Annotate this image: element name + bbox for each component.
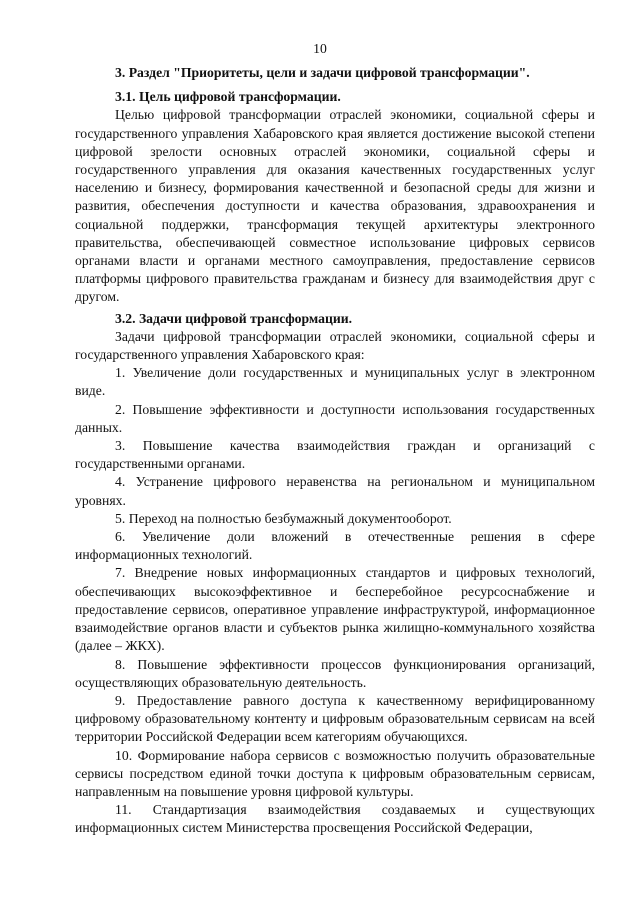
goal-paragraph: Целью цифровой трансформации отраслей экономики, социальной сферы и государственного управления Хабаровского края является достижение высокой степени цифровой зрелости основных отраслей экономики, социальной сферы и государственного управления для оказания качественных государственных услуг населению и бизнесу, формирования качественной и безопасной среды для жизни и развития, обеспечения доступности и качества образования, здравоохранения и социальной поддержки, трансформация текущей архитектуры электронного правительства, обеспечивающей совместное использование цифровых сервисов органами власти и органами местного самоуправления, предоставление сервисов платформы цифрового правительства гражданам и бизнесу для взаимодействия друг с другом.: [75, 107, 595, 305]
tasks-intro: Задачи цифровой трансформации отраслей экономики, социальной сферы и государственного управления Хабаровского края:: [75, 328, 595, 363]
tasks-heading: 3.2. Задачи цифровой трансформации.: [115, 310, 353, 326]
list-item: [75, 528, 595, 564]
list-item-text: Увеличение доли государственных и муниципальных услуг в электронном виде.: [75, 365, 595, 399]
list-item-number: 1.: [115, 365, 126, 381]
list-item-text: Внедрение новых информационных стандартов и цифровых технологий, обеспечивающих высокоэффективное и бесперебойное ресурсоснабжение и предоставление сервисов, оперативное управление инфраструктурой, информационное взаимодействие органов власти и субъектов рынка жилищно-коммунального хозяйства (далее – ЖКХ).: [75, 565, 595, 654]
list-item-text: Повышение эффективности процессов функционирования организаций, осуществляющих образовательную деятельность.: [75, 656, 596, 690]
list-item-number: 11.: [115, 802, 132, 818]
list-item-number: 4.: [115, 474, 126, 490]
list-item: [75, 692, 595, 747]
list-item-number: 7.: [115, 565, 126, 581]
document-body: [75, 64, 595, 838]
list-item: [75, 473, 595, 509]
list-item: [75, 801, 595, 837]
tasks-list: [75, 364, 595, 837]
list-item: [75, 437, 595, 473]
list-item: [75, 364, 595, 400]
section-title: 3. Раздел "Приоритеты, цели и задачи цифровой трансформации".: [115, 65, 530, 80]
list-item-text: Стандартизация взаимодействия создаваемых и существующих информационных систем Министерства просвещения Российской Федерации,: [75, 802, 595, 836]
list-item-text: Переход на полностью безбумажный документооборот.: [128, 510, 452, 526]
list-item-number: 10.: [115, 747, 133, 763]
goal-heading: 3.1. Цель цифровой трансформации.: [115, 89, 341, 105]
list-item-text: Предоставление равного доступа к качественному верифицированному цифровому образовательному контенту и цифровым образовательным сервисам на всей территории Российской Федерации всем категориям обучающихся.: [75, 692, 595, 745]
list-item-number: 9.: [115, 692, 126, 708]
list-item-text: Повышение качества взаимодействия граждан и организаций с государственными органами.: [75, 438, 595, 472]
list-item: [75, 401, 595, 437]
list-item-text: Повышение эффективности и доступности использования государственных данных.: [75, 401, 595, 435]
list-item: [75, 510, 595, 528]
list-item-number: 3.: [115, 438, 126, 454]
list-item-text: Формирование набора сервисов с возможностью получить образовательные сервисы посредством единой точки доступа к цифровым образовательным сервисам, направленным на повышение уровня цифровой культуры.: [75, 747, 595, 799]
list-item-text: Увеличение доли вложений в отечественные решения в сфере информационных технологий.: [75, 529, 596, 563]
list-item-number: 2.: [115, 401, 126, 417]
list-item: [75, 564, 595, 655]
list-item-number: 6.: [115, 529, 126, 545]
list-item: [75, 747, 595, 802]
list-item-number: 5.: [115, 510, 126, 526]
page-number: 10: [313, 41, 327, 56]
list-item-text: Устранение цифрового неравенства на региональном и муниципальном уровнях.: [75, 474, 596, 508]
list-item: [75, 656, 595, 692]
list-item-number: 8.: [115, 656, 126, 672]
